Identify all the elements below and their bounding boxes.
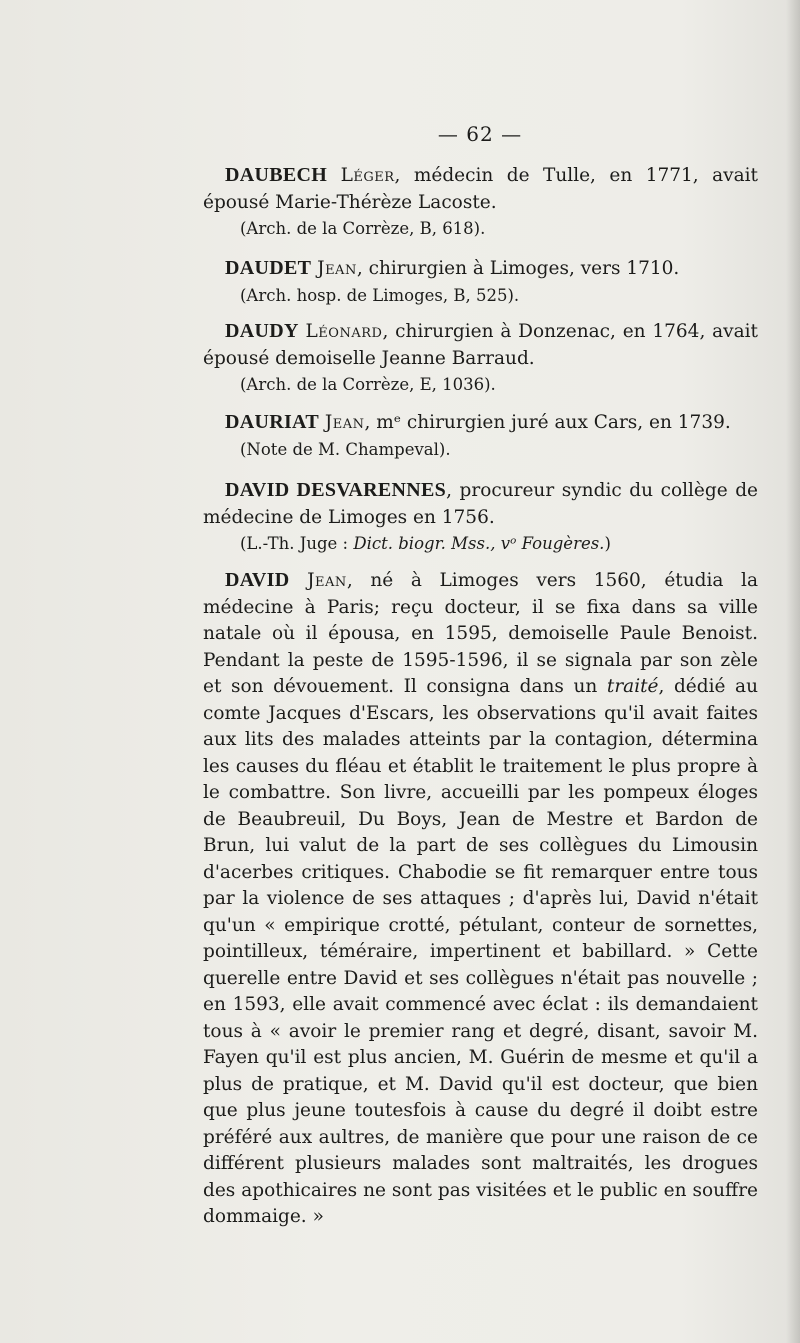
source-reference: Dict. biogr. Mss., vᵒ Fougères.: [353, 534, 605, 553]
entry-forename: Jean: [307, 570, 347, 591]
entry-daubech: [203, 162, 758, 243]
entry-david-jean: [203, 567, 758, 1231]
entry-text: [203, 477, 758, 531]
entry-dauriat: [203, 409, 758, 463]
entry-surname: DAVID DESVARENNES: [225, 479, 447, 501]
entry-surname: DAURIAT: [225, 411, 319, 433]
entry-source: (Arch. de la Corrèze, B, 618).: [240, 219, 486, 238]
entry-surname: DAUBECH: [225, 164, 328, 186]
entry-source: (Note de M. Champeval).: [240, 439, 451, 459]
entry-source: [203, 531, 758, 558]
entry-forename: Léonard: [305, 321, 383, 342]
entry-body: , médecin de Tulle, en 1771, avait épousé Marie-Thérèze Lacoste.: [203, 165, 758, 213]
entry-body-part-2: , dédié au comte Jacques d'Escars, les observations qu'il avait faites aux lits des malades atteints par la contagion, détermina les causes du fléau et établit le traitement le plus propre à le combattre. Son livre, accueilli par les pompeux éloges de Beaubreuil, Du Boys, Jean de Mestre et Bardon de Brun, lui valut de la part de ses collègues du Limousin d'acerbes critiques. Chabodie se fit remarquer entre tous par la violence de ses attaques ; d'après lui, David n'était qu'un « empirique crotté, pétulant, conteur de sornettes, pointilleux, téméraire, impertinent et babillard. » Cette querelle entre David et ses collègues n'était pas nouvelle ; en 1593, elle avait commencé avec éclat : ils demandaient tous à « avoir le premier rang et degré, disant, savoir M. Fayen qu'il est plus ancien, M. Guérin de mesme et qu'il a plus de pratique, et M. David qu'il est docteur, que bien que plus jeune toutesfois à cause du degré il doibt estre préféré aux aultres, de manière que pour une raison de ce différent plusieurs malades sont maltraités, les drogues des apothicaires ne sont pas visitées et le public en souffre dommaige. »: [203, 676, 758, 1227]
entry-body: , mᵉ chirurgien juré aux Cars, en 1739.: [364, 412, 731, 433]
entry-body: , chirurgien à Limoges, vers 1710.: [356, 258, 680, 279]
entry-text: [203, 567, 758, 1231]
entry-forename: Léger: [340, 165, 395, 186]
entry-body-italic: traité: [606, 676, 659, 697]
source-prefix: (L.-Th. Juge :: [240, 534, 354, 553]
entry-surname: DAUDY: [225, 320, 299, 342]
entry-daudet: [203, 255, 758, 309]
entry-source: (Arch. hosp. de Limoges, B, 525).: [240, 285, 520, 305]
entry-text: [203, 255, 758, 283]
entry-text: [203, 318, 758, 372]
page-number: — 62 —: [437, 122, 523, 146]
entry-body: , procureur syndic du collège de médecine de Limoges en 1756.: [203, 480, 758, 528]
entry-surname: DAUDET: [225, 257, 312, 279]
entry-body: , chirurgien à Donzenac, en 1764, avait épousé demoiselle Jeanne Barraud.: [203, 321, 758, 369]
entry-daudy: [203, 318, 758, 399]
entry-body-part-1: , né à Limoges vers 1560, étudia la médecine à Paris; reçu docteur, il se fixa dans sa ville natale où il épousa, en 1595, demoiselle Paule Benoist. Pendant la peste de 1595-1596, il se signala par son zèle et son dévouement. Il consigna dans un: [203, 570, 758, 697]
entry-forename: Jean: [324, 412, 365, 433]
entry-source: (Arch. de la Corrèze, E, 1036).: [240, 375, 496, 394]
source-suffix: ): [604, 534, 611, 553]
entry-text: [203, 409, 758, 437]
entry-surname: DAVID: [225, 569, 290, 591]
entry-text: [203, 162, 758, 216]
page-edge-shadow: [786, 0, 800, 1343]
entry-forename: Jean: [317, 258, 357, 279]
entry-david-desvarennes: [203, 477, 758, 558]
